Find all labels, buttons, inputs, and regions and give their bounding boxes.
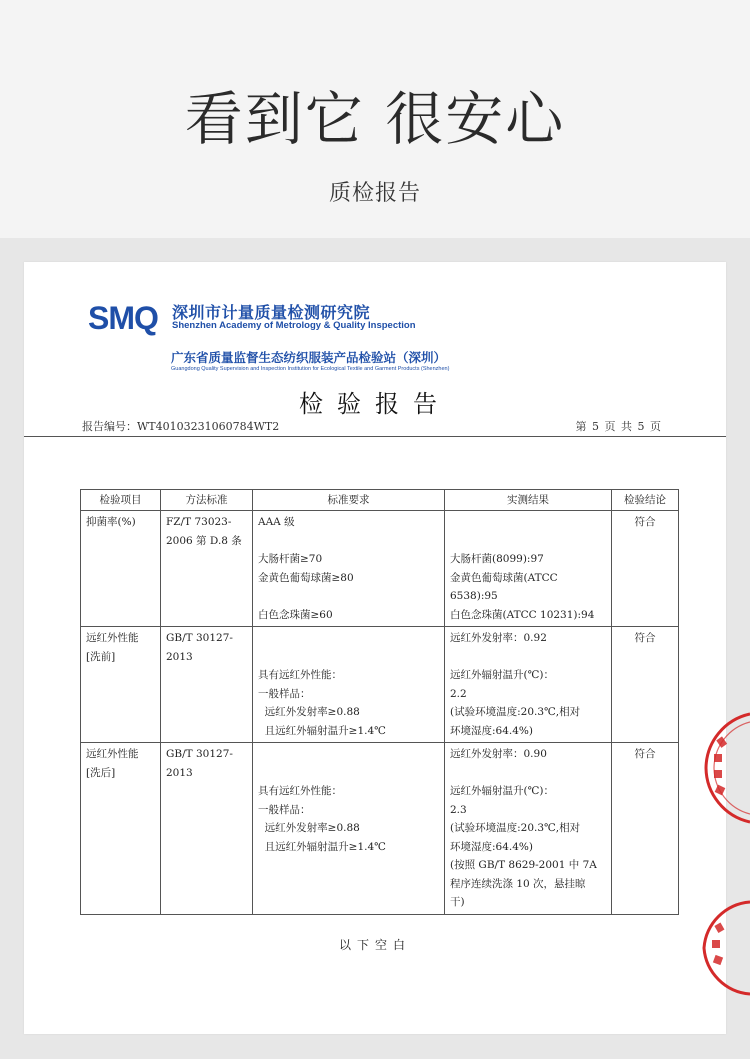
cell-requirement-line <box>258 745 439 764</box>
cell-requirement-line: AAA 级 <box>258 516 295 528</box>
cell-result-line: 金黄色葡萄球菌(ATCC <box>450 571 558 584</box>
cell-result-line: 环境湿度:64.4%) <box>450 840 533 853</box>
smq-logo-text: SMQ <box>88 300 158 336</box>
cell-result-line <box>450 513 606 532</box>
cell-result-line: (试验环境温度:20.3℃,相对 <box>450 822 581 834</box>
table-row <box>81 627 679 743</box>
table-row <box>81 743 679 915</box>
cell-requirement-line: 具有远红外性能： <box>258 785 342 797</box>
sub-organization-name-en: Guangdong Quality Supervision and Inspection Institution for Ecological Textile and Garment Products (Shenzhen) <box>171 366 450 372</box>
results-table <box>80 489 679 915</box>
cell-requirement-line <box>258 587 439 606</box>
cell-method-line: 2013 <box>166 650 193 663</box>
cell-requirement-line: 一般样品： <box>258 803 311 816</box>
cell-requirement-line: 且远红外辐射温升≥1.4℃ <box>258 840 386 853</box>
header-method: 方法标准 <box>161 490 253 511</box>
cell-item <box>81 743 161 915</box>
cell-result-line: 远红外辐射温升(℃)： <box>450 785 554 797</box>
cell-requirement-line: 远红外发射率≥0.88 <box>258 822 360 834</box>
cell-item-line: [洗后] <box>86 766 116 779</box>
cell-conclusion-text: 符合 <box>634 632 656 644</box>
cell-item-line: 远红外性能 <box>86 748 139 760</box>
cell-conclusion-text: 符合 <box>634 516 656 528</box>
header-requirement: 标准要求 <box>253 490 445 511</box>
cell-result <box>445 511 612 627</box>
cell-requirement <box>253 627 445 743</box>
cell-requirement-line <box>258 764 439 783</box>
cell-requirement-line: 具有远红外性能： <box>258 669 342 681</box>
cell-item <box>81 511 161 627</box>
inspection-report-page <box>24 262 726 1034</box>
cell-requirement-line: 大肠杆菌≥70 <box>258 553 323 565</box>
cell-result-line: 6538):95 <box>450 590 498 602</box>
cell-item <box>81 627 161 743</box>
sub-organization-name-cn: 广东省质量监督生态纺织服装产品检验站（深圳） <box>171 350 447 365</box>
cell-conclusion <box>612 511 679 627</box>
end-of-report-mark: 以下空白 <box>338 938 411 952</box>
cell-conclusion-text: 符合 <box>634 748 656 760</box>
official-seal-upper <box>700 708 750 828</box>
cell-result-line: 远红外发射率：0.90 <box>450 748 547 760</box>
cell-result <box>445 743 612 915</box>
cell-result-line: 环境湿度:64.4%) <box>450 724 533 737</box>
cell-result-line <box>450 764 606 783</box>
cell-result <box>445 627 612 743</box>
cell-result-line <box>450 532 606 551</box>
cell-result-line: (按照 GB/T 8629-2001 中 7A <box>450 859 597 871</box>
page-info: 第 5 页 共 5 页 <box>575 420 662 433</box>
cell-requirement-line <box>258 532 439 551</box>
cell-requirement-line <box>258 629 439 648</box>
table-row <box>81 511 679 627</box>
header-result: 实测结果 <box>445 490 612 511</box>
cell-item-line: 远红外性能 <box>86 632 139 644</box>
cell-result-line: 2.2 <box>450 687 467 700</box>
cell-result-line: 白色念珠菌(ATCC 10231):94 <box>450 608 595 621</box>
cell-requirement-line: 且远红外辐射温升≥1.4℃ <box>258 724 386 737</box>
cell-result-line <box>450 648 606 667</box>
cell-method-line: FZ/T 73023- <box>166 516 232 528</box>
cell-method <box>161 743 253 915</box>
cell-requirement-line: 白色念珠菌≥60 <box>258 608 333 621</box>
official-seal-lower <box>696 898 750 998</box>
cell-requirement-line <box>258 648 439 667</box>
cell-result-line: 2.3 <box>450 803 467 816</box>
cell-requirement-line: 一般样品： <box>258 687 311 700</box>
cell-item-line: [洗前] <box>86 650 116 663</box>
cell-result-line: 大肠杆菌(8099):97 <box>450 553 544 565</box>
cell-method-line: GB/T 30127- <box>166 748 233 760</box>
cell-method-line: 2006 第 D.8 条 <box>166 534 242 547</box>
smq-logo <box>88 298 158 338</box>
header-conclusion: 检验结论 <box>612 490 679 511</box>
cell-item-line: 抑菌率(%) <box>86 516 136 528</box>
cell-result-line: 远红外发射率：0.92 <box>450 632 547 644</box>
cell-method-line: 2013 <box>166 766 193 779</box>
cell-method <box>161 511 253 627</box>
cell-result-line: 程序连续洗涤 10 次，悬挂晾 <box>450 877 586 890</box>
cell-requirement <box>253 743 445 915</box>
hero-subtitle: 质检报告 <box>328 181 421 206</box>
organization-name-cn: 深圳市计量质量检测研究院 <box>172 303 371 322</box>
hero-banner <box>0 0 750 238</box>
cell-requirement <box>253 511 445 627</box>
cell-method <box>161 627 253 743</box>
hero-title: 看到它 很安心 <box>184 85 566 153</box>
cell-conclusion <box>612 743 679 915</box>
cell-conclusion <box>612 627 679 743</box>
report-title: 检验报告 <box>299 390 451 418</box>
cell-result-line: 远红外辐射温升(℃)： <box>450 669 554 681</box>
cell-result-line: 干) <box>450 896 465 908</box>
table-header-row <box>81 490 679 511</box>
cell-requirement-line: 远红外发射率≥0.88 <box>258 706 360 718</box>
cell-method-line: GB/T 30127- <box>166 632 233 644</box>
header-item: 检验项目 <box>81 490 161 511</box>
cell-requirement-line: 金黄色葡萄球菌≥80 <box>258 571 354 584</box>
report-number: 报告编号：WT40103231060784WT2 <box>82 420 280 433</box>
cell-result-line: (试验环境温度:20.3℃,相对 <box>450 706 581 718</box>
header-divider <box>24 436 726 437</box>
organization-name-en: Shenzhen Academy of Metrology & Quality Inspection <box>172 320 416 331</box>
